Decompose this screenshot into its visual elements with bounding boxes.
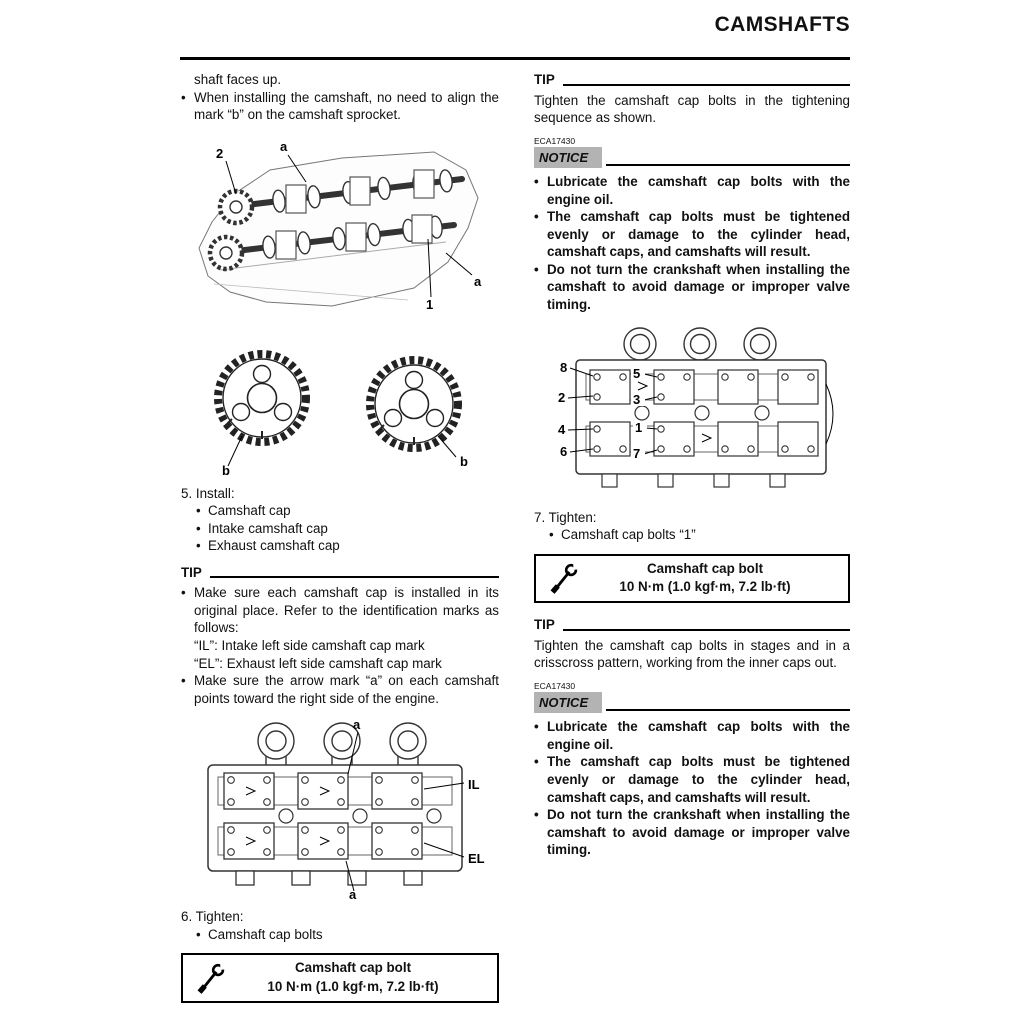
list-item: • Camshaft cap bolts bbox=[196, 926, 323, 942]
cylinder-towers bbox=[624, 328, 776, 360]
sequence-number: 3 bbox=[633, 391, 641, 407]
figure-label: a bbox=[474, 273, 482, 289]
sequence-number: 4 bbox=[558, 421, 566, 437]
camshaft-cap-marks-figure bbox=[184, 717, 496, 901]
tip-label: TIP bbox=[534, 72, 555, 87]
sequence-number: 5 bbox=[633, 365, 641, 381]
tip-text: Tighten the camshaft cap bolts in stages and in a crisscross pattern, working from the inner caps out. bbox=[534, 637, 850, 671]
bullet-dot: • bbox=[181, 673, 186, 689]
sequence-number: 2 bbox=[558, 389, 566, 405]
tip-heading bbox=[534, 71, 850, 89]
tip-heading bbox=[181, 564, 499, 582]
bullet-text: When installing the camshaft, no need to align the mark “b” on the camshaft sprocket. bbox=[194, 89, 499, 123]
notice-bullet: • The camshaft cap bolts must be tightened evenly or damage to the cylinder head, camshaft caps, and camshafts will result. bbox=[534, 754, 850, 805]
step-5-heading: 5. Install: bbox=[181, 485, 235, 501]
eca-code: ECA17430 bbox=[534, 135, 576, 146]
list-item: • Exhaust camshaft cap bbox=[196, 538, 340, 554]
notice-rule bbox=[606, 709, 850, 711]
bullet-dot: • bbox=[196, 926, 201, 942]
list-item: • Camshaft cap bbox=[196, 503, 291, 519]
tip-rule bbox=[210, 576, 499, 578]
camshaft-sprockets-figure bbox=[184, 332, 496, 478]
figure-label: IL bbox=[468, 777, 480, 793]
bullet-dot: • bbox=[196, 538, 201, 554]
notice-bullet: • Lubricate the camshaft cap bolts with the engine oil. bbox=[534, 719, 850, 752]
torque-spec-box bbox=[181, 953, 499, 1003]
torque-spec-value: 10 N·m (1.0 kgf·m, 7.2 lb·ft) bbox=[267, 979, 439, 995]
tip-rule bbox=[563, 84, 850, 86]
sequence-number: 6 bbox=[560, 443, 568, 459]
header-rule bbox=[180, 57, 850, 60]
torque-spec-box bbox=[534, 554, 850, 604]
torque-spec-title: Camshaft cap bolt bbox=[646, 560, 764, 576]
right-column bbox=[534, 71, 850, 859]
figure-label: 2 bbox=[216, 145, 224, 161]
camshaft-install-figure bbox=[184, 134, 496, 322]
figure-label: a bbox=[349, 887, 357, 902]
sequence-number: 1 bbox=[635, 419, 643, 435]
bullet-dot: • bbox=[196, 520, 201, 536]
torque-spec-text bbox=[233, 959, 491, 997]
eca-code: ECA17430 bbox=[534, 680, 576, 691]
sequence-number: 7 bbox=[633, 445, 641, 461]
torque-spec-text bbox=[586, 560, 842, 598]
tip-label: TIP bbox=[181, 564, 202, 580]
left-sprocket bbox=[218, 354, 306, 442]
figure-label: EL bbox=[468, 851, 485, 867]
torque-spec-title: Camshaft cap bolt bbox=[294, 960, 412, 976]
notice-heading bbox=[534, 147, 850, 168]
intake-funnels bbox=[258, 723, 426, 767]
list-item: • Camshaft cap bolts “1” bbox=[549, 527, 696, 543]
notice-heading bbox=[534, 692, 850, 713]
tip-rule bbox=[563, 629, 850, 631]
left-column bbox=[181, 71, 499, 1003]
step-6-heading: 6. Tighten: bbox=[181, 909, 244, 925]
bullet-item: • Make sure the arrow mark “a” on each camshaft points toward the right side of the engine. bbox=[181, 673, 499, 706]
tightening-sequence-figure bbox=[542, 324, 842, 502]
torque-wrench-icon bbox=[196, 961, 226, 995]
torque-wrench-icon bbox=[549, 561, 579, 595]
notice-badge: NOTICE bbox=[534, 692, 602, 713]
exhaust-ports bbox=[236, 871, 422, 885]
figure-label: b bbox=[460, 453, 468, 469]
figure-label: 1 bbox=[426, 296, 434, 312]
bullet-dot: • bbox=[181, 89, 186, 105]
identification-mark-line: “EL”: Exhaust left side camshaft cap mark bbox=[194, 655, 442, 671]
notice-badge: NOTICE bbox=[534, 147, 602, 168]
bullet-item: • Make sure each camshaft cap is installed in its original place. Refer to the identification marks as follows: bbox=[181, 585, 499, 636]
right-sprocket bbox=[370, 360, 458, 448]
figure-label: a bbox=[353, 717, 361, 733]
notice-bullet: • Do not turn the crankshaft when installing the camshaft to avoid damage or improper valve timing. bbox=[534, 261, 850, 312]
bullet-dot: • bbox=[181, 585, 186, 601]
exhaust-ports bbox=[602, 474, 785, 487]
step-7-heading: 7. Tighten: bbox=[534, 509, 597, 525]
notice-rule bbox=[606, 164, 850, 166]
tip-heading bbox=[534, 616, 850, 634]
figure-label: a bbox=[280, 138, 288, 154]
notice-bullet: • The camshaft cap bolts must be tightened evenly or damage to the cylinder head, camshaft caps, and camshafts will result. bbox=[534, 209, 850, 260]
continued-sentence: shaft faces up. bbox=[194, 72, 282, 87]
notice-bullet: • Lubricate the camshaft cap bolts with the engine oil. bbox=[534, 174, 850, 207]
sequence-number: 8 bbox=[560, 359, 568, 375]
identification-mark-line: “IL”: Intake left side camshaft cap mark bbox=[194, 638, 425, 654]
bullet-dot: • bbox=[549, 527, 554, 543]
tip-label: TIP bbox=[534, 617, 555, 633]
torque-spec-value: 10 N·m (1.0 kgf·m, 7.2 lb·ft) bbox=[619, 579, 791, 595]
list-item: • Intake camshaft cap bbox=[196, 520, 328, 536]
bullet-item bbox=[181, 89, 499, 124]
notice-bullet: • Do not turn the crankshaft when installing the camshaft to avoid damage or improper valve timing. bbox=[534, 807, 850, 858]
bullet-dot: • bbox=[196, 503, 201, 519]
tip-text: Tighten the camshaft cap bolts in the tightening sequence as shown. bbox=[534, 92, 850, 126]
figure-label: b bbox=[222, 462, 230, 478]
page-title: CAMSHAFTS bbox=[714, 13, 850, 36]
